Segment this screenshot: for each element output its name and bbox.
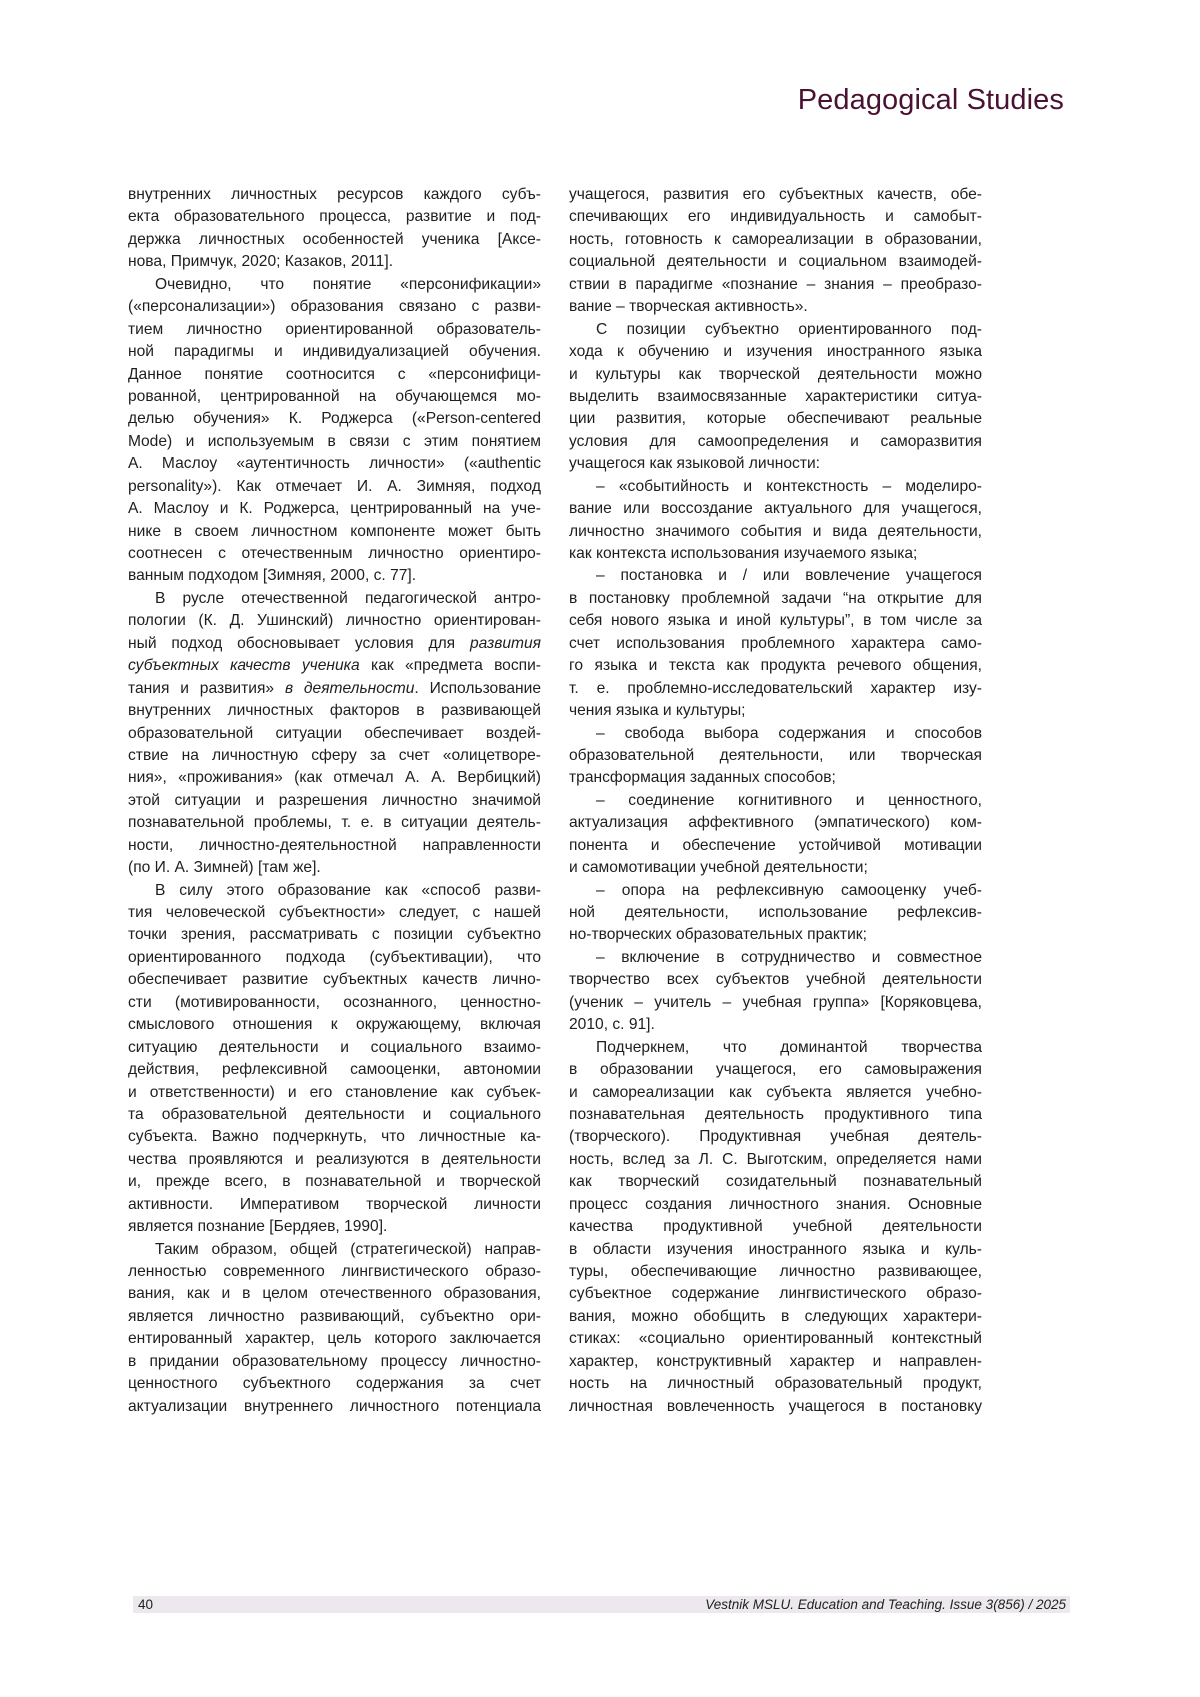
text-line: личностно значимого события и вида деятельности, [569, 521, 982, 543]
text-line: познавательной проблемы, т. е. в ситуации деятель- [128, 812, 541, 834]
text-line: спечивающих его индивидуальность и самобыт- [569, 206, 982, 228]
text-line: активности. Императивом творческой личности [128, 1194, 541, 1216]
text-line: чения языка и культуры; [569, 700, 982, 722]
text-line: – «событийность и контекстность – моделиро- [569, 476, 982, 498]
paragraph [569, 1037, 982, 1418]
text-line: тием личностно ориентированной образователь- [128, 319, 541, 341]
text-line: екта образовательного процесса, развитие и под- [128, 206, 541, 228]
text-line: ной парадигмы и индивидуализацией обучения. [128, 341, 541, 363]
text-line: ность, готовность к самореализации в образовании, [569, 229, 982, 251]
italic-emphasis: субъектных качеств ученика [128, 657, 360, 674]
paragraph [128, 880, 541, 1239]
text-line: счет использования проблемного характера само- [569, 633, 982, 655]
text-line: ориентированного подхода (субъективации), что [128, 947, 541, 969]
paragraph [569, 476, 982, 566]
text-line: в образовании учащегося, его самовыражения [569, 1059, 982, 1081]
text-line: ность, вслед за Л. С. Выготским, определяется нами [569, 1149, 982, 1171]
text-line: С позиции субъектно ориентированного под- [569, 319, 982, 341]
text-line: ценностного субъектного содержания за счет [128, 1373, 541, 1395]
text-line: процесс создания личностного знания. Основные [569, 1194, 982, 1216]
right-column [569, 184, 982, 1418]
text-line: сти (мотивированности, осознанного, ценностно- [128, 992, 541, 1014]
paragraph [569, 790, 982, 880]
text-line: хода к обучению и изучения иностранного языка [569, 341, 982, 363]
text-line [128, 678, 541, 700]
text-line: го языка и текста как продукта речевого общения, [569, 655, 982, 677]
text-line: («персонализации») образования связано с разви- [128, 296, 541, 318]
text-line: качества продуктивной учебной деятельности [569, 1216, 982, 1238]
text-line: этой ситуации и разрешения личностно значимой [128, 790, 541, 812]
text-line: Данное понятие соотносится с «персонифици- [128, 364, 541, 386]
text-line: условия для самоопределения и саморазвития [569, 431, 982, 453]
text-line: обеспечивает развитие субъектных качеств лично- [128, 969, 541, 991]
paragraph [128, 184, 541, 274]
text-line: как творческий созидательный познавательный [569, 1171, 982, 1193]
text-line: т. е. проблемно-исследовательский характер изу- [569, 678, 982, 700]
paragraph [569, 184, 982, 319]
running-head-section-title: Pedagogical Studies [798, 84, 1064, 117]
text-line: стиках: «социально ориентированный контекстный [569, 1328, 982, 1350]
journal-citation: Vestnik MSLU. Education and Teaching. Issue 3(856) / 2025 [705, 1596, 1066, 1613]
text-line: смыслового отношения к окружающему, включая [128, 1014, 541, 1036]
text-line: образовательной деятельности, или творческая [569, 745, 982, 767]
text-line: трансформация заданных способов; [569, 767, 982, 789]
text-line: нике в своем личностном компоненте может быть [128, 521, 541, 543]
text-line: актуализации внутреннего личностного потенциала [128, 1396, 541, 1418]
text-line: ности, личностно-деятельностной направленности [128, 835, 541, 857]
text-line: ванным подходом [Зимняя, 2000, с. 77]. [128, 565, 541, 587]
text-line: в области изучения иностранного языка и куль- [569, 1239, 982, 1261]
text-line: ентированный характер, цель которого заключается [128, 1328, 541, 1350]
text-line: субъектное содержание лингвистического образо- [569, 1283, 982, 1305]
text-line: – постановка и / или вовлечение учащегося [569, 565, 982, 587]
text-line: личностная вовлеченность учащегося в постановку [569, 1396, 982, 1418]
text-line: ствии в парадигме «познание – знания – преобразо- [569, 274, 982, 296]
text-line: пологии (К. Д. Ушинский) личностно ориентирован- [128, 610, 541, 632]
paragraph [569, 319, 982, 476]
text-line: себя нового языка и иной культуры”, в том числе за [569, 610, 982, 632]
text-line: ной деятельности, использование рефлексив- [569, 902, 982, 924]
text-line: – опора на рефлексивную самооценку учеб- [569, 880, 982, 902]
text-line: ции развития, которые обеспечивают реальные [569, 408, 982, 430]
text-line: и ответственности) и его становление как субъек- [128, 1082, 541, 1104]
text-line: понента и обеспечение устойчивой мотивации [569, 835, 982, 857]
paragraph [128, 1239, 541, 1419]
text-segment: . Использование [414, 680, 541, 697]
page-number: 40 [138, 1596, 153, 1613]
text-line: та образовательной деятельности и социального [128, 1104, 541, 1126]
text-line: А. Маслоу и К. Роджерса, центрированный на уче- [128, 498, 541, 520]
text-line [128, 633, 541, 655]
text-line: ситуацию деятельности и социального взаимо- [128, 1037, 541, 1059]
text-line: ность на личностный образовательный продукт, [569, 1373, 982, 1395]
paragraph [128, 588, 541, 880]
text-line: В русле отечественной педагогической антро- [128, 588, 541, 610]
text-line: чества проявляются и реализуются в деятельности [128, 1149, 541, 1171]
text-line: и культуры как творческой деятельности можно [569, 364, 982, 386]
text-line: как контекста использования изучаемого языка; [569, 543, 982, 565]
text-line: является личностно развивающий, субъектно ори- [128, 1306, 541, 1328]
text-line: характер, конструктивный характер и направлен- [569, 1351, 982, 1373]
text-segment: тания и развития» [128, 680, 285, 697]
text-line: социальной деятельности и социальном взаимодей- [569, 251, 982, 273]
text-line: вание – творческая активность». [569, 296, 982, 318]
text-segment: как «предмета воспи- [360, 657, 541, 674]
text-segment: ный подход обосновывает условия для [128, 635, 470, 652]
text-line: вание или воссоздание актуального для учащегося, [569, 498, 982, 520]
text-line: соотнесен с отечественным личностно ориентиро- [128, 543, 541, 565]
text-line: актуализация аффективного (эмпатического) ком- [569, 812, 982, 834]
text-line: является познание [Бердяев, 1990]. [128, 1216, 541, 1238]
text-line: – включение в сотрудничество и совместное [569, 947, 982, 969]
text-line: ния», «проживания» (как отмечал А. А. Вербицкий) [128, 767, 541, 789]
text-line: познавательная деятельность продуктивного типа [569, 1104, 982, 1126]
text-line: держка личностных особенностей ученика [Аксе- [128, 229, 541, 251]
text-line: делью обучения» К. Роджерса («Person-centered [128, 408, 541, 430]
text-line: выделить взаимосвязанные характеристики ситуа- [569, 386, 982, 408]
text-line: рованной, центрированной на обучающемся мо- [128, 386, 541, 408]
paragraph [569, 723, 982, 790]
text-line: в постановку проблемной задачи “на открытие для [569, 588, 982, 610]
text-line: вания, можно обобщить в следующих характери- [569, 1306, 982, 1328]
text-line: учащегося, развития его субъектных качеств, обе- [569, 184, 982, 206]
text-line: – свобода выбора содержания и способов [569, 723, 982, 745]
text-line: и самореализации как субъекта является учебно- [569, 1082, 982, 1104]
text-line: Очевидно, что понятие «персонификации» [128, 274, 541, 296]
text-line: personality»). Как отмечает И. А. Зимняя, подход [128, 476, 541, 498]
text-line: точки зрения, рассматривать с позиции субъектно [128, 924, 541, 946]
text-line: тия человеческой субъектности» следует, с нашей [128, 902, 541, 924]
text-line: – соединение когнитивного и ценностного, [569, 790, 982, 812]
text-line: и самомотивации учебной деятельности; [569, 857, 982, 879]
text-line: внутренних личностных ресурсов каждого субъ- [128, 184, 541, 206]
text-line: в придании образовательному процессу личностно- [128, 1351, 541, 1373]
italic-emphasis: в деятельности [285, 680, 414, 697]
text-line: действия, рефлексивной самооценки, автономии [128, 1059, 541, 1081]
text-line: учащегося как языковой личности: [569, 453, 982, 475]
text-line: (творческого). Продуктивная учебная деятель- [569, 1126, 982, 1148]
text-line: субъекта. Важно подчеркнуть, что личностные ка- [128, 1126, 541, 1148]
left-column [128, 184, 541, 1418]
text-line: творчество всех субъектов учебной деятельности [569, 969, 982, 991]
page-footer [133, 1596, 1070, 1613]
paragraph [569, 947, 982, 1037]
text-line: но-творческих образовательных практик; [569, 924, 982, 946]
text-line: и, прежде всего, в познавательной и творческой [128, 1171, 541, 1193]
text-line: А. Маслоу «аутентичность личности» («authentic [128, 453, 541, 475]
paragraph [569, 880, 982, 947]
text-line: В силу этого образование как «способ разви- [128, 880, 541, 902]
paragraph [569, 565, 982, 722]
text-line: ствие на личностную сферу за счет «олицетворе- [128, 745, 541, 767]
text-line: (по И. А. Зимней) [там же]. [128, 857, 541, 879]
text-line: внутренних личностных факторов в развивающей [128, 700, 541, 722]
text-line: вания, как и в целом отечественного образования, [128, 1283, 541, 1305]
text-line: туры, обеспечивающие личностно развивающее, [569, 1261, 982, 1283]
text-line [128, 655, 541, 677]
paragraph [128, 274, 541, 588]
text-line: ленностью современного лингвистического образо- [128, 1261, 541, 1283]
text-line: образовательной ситуации обеспечивает воздей- [128, 723, 541, 745]
text-line: Mode) и используемым в связи с этим понятием [128, 431, 541, 453]
italic-emphasis: развития [470, 635, 541, 652]
text-line: 2010, с. 91]. [569, 1014, 982, 1036]
text-line: (ученик – учитель – учебная группа» [Коряковцева, [569, 992, 982, 1014]
text-line: Подчеркнем, что доминантой творчества [569, 1037, 982, 1059]
text-line: нова, Примчук, 2020; Казаков, 2011]. [128, 251, 541, 273]
text-line: Таким образом, общей (стратегической) направ- [128, 1239, 541, 1261]
